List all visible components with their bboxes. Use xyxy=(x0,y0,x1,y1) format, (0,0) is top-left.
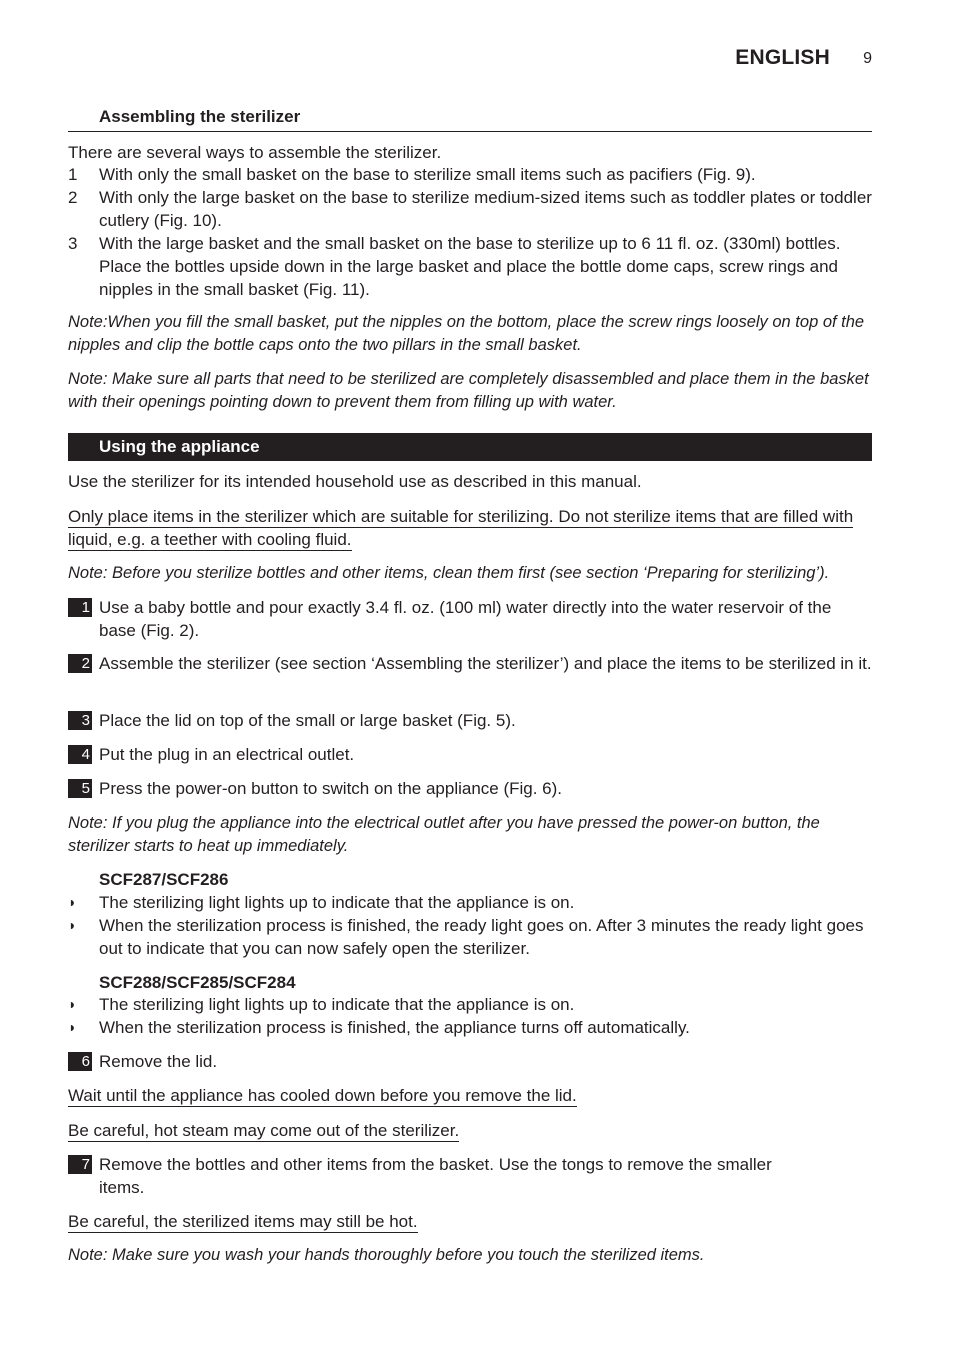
section-heading-using xyxy=(68,433,872,461)
note-small-basket: Note:When you fill the small basket, put the nipples on the bottom, place the screw rings loosely on top of the nipples and clip the bottle caps onto the two pillars in the small basket. xyxy=(68,313,865,354)
section-title: Assembling the sterilizer xyxy=(99,107,301,126)
assembling-intro: There are several ways to assemble the sterilizer. xyxy=(68,143,442,162)
item-text: With only the small basket on the base to sterilize small items such as pacifiers (Fig. 9). xyxy=(99,165,756,184)
step-number: 3 xyxy=(68,711,92,730)
warning-hot-steam xyxy=(68,1119,872,1142)
warning-cool-down xyxy=(68,1084,872,1107)
step-number: 7 xyxy=(68,1155,92,1174)
step-item xyxy=(68,743,872,766)
model-title: SCF287/SCF286 xyxy=(99,870,229,889)
step-number: 6 xyxy=(68,1052,92,1071)
model-group xyxy=(68,971,872,994)
warning-items-hot xyxy=(68,1210,872,1233)
note-disassemble: Note: Make sure all parts that need to be sterilized are completely disassembled and place them in the basket with their openings pointing down to prevent them from filling up with water. xyxy=(68,370,869,411)
note-wash-hands: Note: Make sure you wash your hands thoroughly before you touch the sterilized items. xyxy=(68,1246,705,1264)
step-number: 1 xyxy=(68,598,92,617)
warning-suitable-items xyxy=(68,505,872,551)
model-group xyxy=(68,868,872,891)
list-item xyxy=(68,232,872,301)
bullet-item xyxy=(68,914,872,960)
item-number: 1 xyxy=(68,165,78,184)
warning-text: Be careful, the sterilized items may still be hot. xyxy=(68,1212,418,1231)
section-title: Using the appliance xyxy=(99,437,260,456)
item-text: With only the large basket on the base to sterilize medium-sized items such as toddler plates or toddler cutlery (Fig. 10). xyxy=(99,188,872,230)
bullet-item xyxy=(68,891,872,914)
step-item xyxy=(68,777,872,800)
step-number: 4 xyxy=(68,745,92,764)
step-text: Put the plug in an electrical outlet. xyxy=(99,745,355,764)
step-item xyxy=(68,709,872,732)
item-text: With the large basket and the small basket on the base to sterilize up to 6 11 fl. oz. (330ml) bottles. Place the bottles upside down in the large basket and place the bottle dome caps, screw rings and nipples in the small basket (Fig. 11). xyxy=(99,234,841,299)
step-item xyxy=(68,652,872,675)
list-item xyxy=(68,186,872,232)
warning-text: Wait until the appliance has cooled down before you remove the lid. xyxy=(68,1086,577,1105)
step-text: Press the power-on button to switch on the appliance (Fig. 6). xyxy=(99,779,563,798)
step-text: Use a baby bottle and pour exactly 3.4 fl. oz. (100 ml) water directly into the water reservoir of the base (Fig. 2). xyxy=(99,598,832,640)
bullet-item xyxy=(68,1016,872,1039)
step-text: Place the lid on top of the small or large basket (Fig. 5). xyxy=(99,711,516,730)
bullet-icon: ◗ xyxy=(68,1019,77,1035)
item-number: 2 xyxy=(68,188,78,207)
bullet-icon: ◗ xyxy=(68,917,77,933)
warning-text: Be careful, hot steam may come out of the sterilizer. xyxy=(68,1121,460,1140)
bullet-text: The sterilizing light lights up to indicate that the appliance is on. xyxy=(99,995,575,1014)
language-header: ENGLISH xyxy=(735,46,830,69)
list-item xyxy=(68,163,872,186)
step-item xyxy=(68,596,872,642)
page-number: 9 xyxy=(863,50,872,67)
bullet-icon: ◗ xyxy=(68,894,77,910)
step-number: 5 xyxy=(68,779,92,798)
note-plug-in: Note: If you plug the appliance into the electrical outlet after you have pressed the power-on button, the sterilizer starts to heat up immediately. xyxy=(68,814,820,855)
bullet-icon: ◗ xyxy=(68,996,77,1012)
bullet-text: The sterilizing light lights up to indicate that the appliance is on. xyxy=(99,893,575,912)
step-number: 2 xyxy=(68,654,92,673)
section-heading-assembling xyxy=(68,107,872,132)
step-item xyxy=(68,1153,872,1199)
model-title: SCF288/SCF285/SCF284 xyxy=(99,973,296,992)
item-number: 3 xyxy=(68,234,78,253)
step-text: Remove the lid. xyxy=(99,1052,218,1071)
bullet-text: When the sterilization process is finished, the appliance turns off automatically. xyxy=(99,1018,690,1037)
step-text: Assemble the sterilizer (see section ‘Assembling the sterilizer’) and place the items to be sterilized in it. xyxy=(99,654,872,673)
bullet-item xyxy=(68,993,872,1016)
note-clean-first: Note: Before you sterilize bottles and other items, clean them first (see section ‘Preparing for sterilizing’). xyxy=(68,564,830,582)
step-item xyxy=(68,1050,872,1073)
using-intro: Use the sterilizer for its intended household use as described in this manual. xyxy=(68,472,642,491)
bullet-text: When the sterilization process is finished, the ready light goes on. After 3 minutes the ready light goes out to indicate that you can now safely open the sterilizer. xyxy=(99,916,864,958)
step-text: Remove the bottles and other items from the basket. Use the tongs to remove the smaller items. xyxy=(99,1155,772,1197)
warning-text: Only place items in the sterilizer which are suitable for sterilizing. Do not sterilize items that are filled with liquid, e.g. a teether with cooling fluid. xyxy=(68,507,854,549)
